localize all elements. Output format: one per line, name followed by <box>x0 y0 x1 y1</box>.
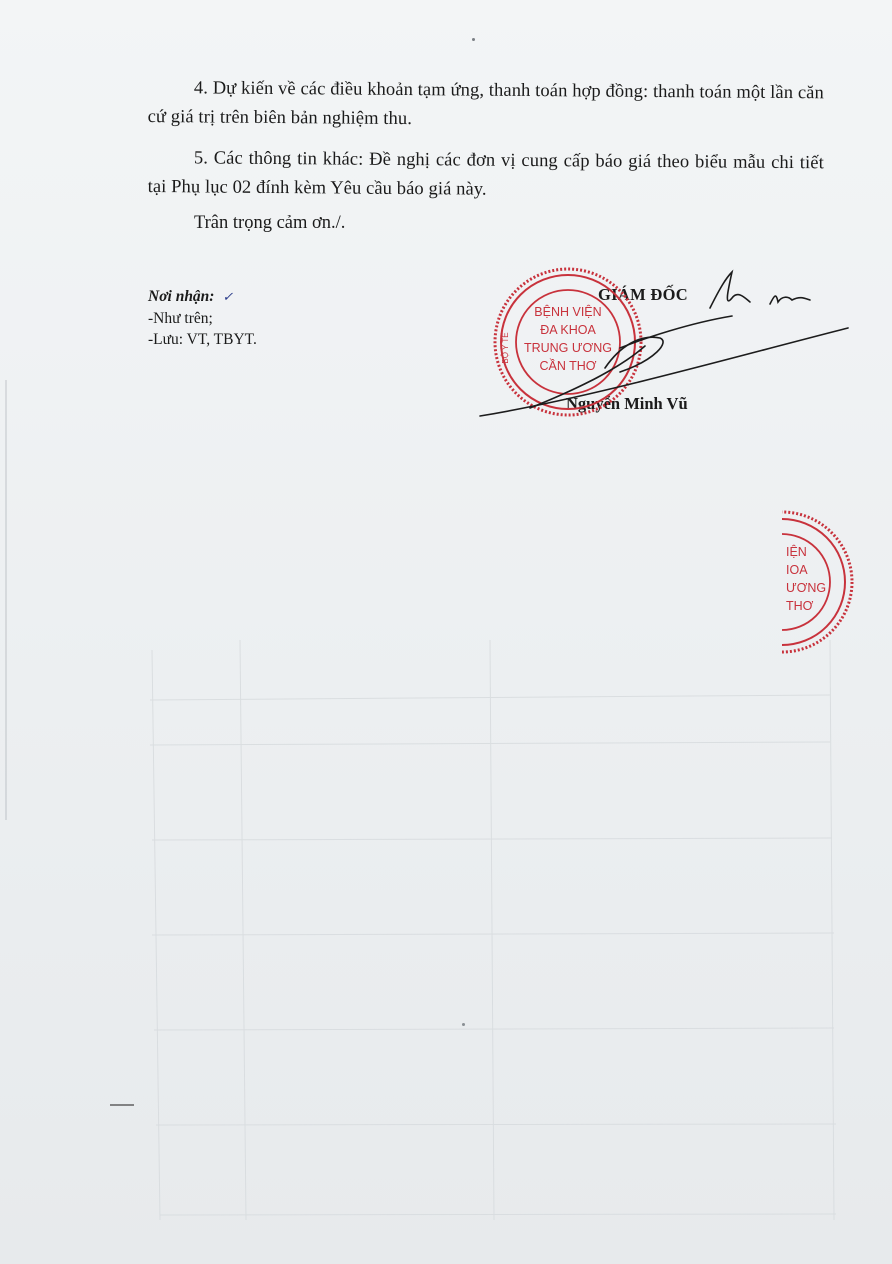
scan-mark <box>110 1104 134 1106</box>
seal-line: ƯƠNG <box>786 581 827 595</box>
seal-line: TRUNG ƯƠNG <box>523 341 613 355</box>
seal-line: IOA <box>786 563 808 577</box>
handwritten-signature <box>470 268 860 428</box>
seal-line: BỆNH VIỆN <box>534 305 602 319</box>
recipient-item: -Như trên; <box>148 310 213 327</box>
initials-scribble: ✓ <box>222 290 234 305</box>
paragraph-text: 5. Các thông tin khác: Đề nghị các đơn vị cung cấp báo giá theo biểu mẫu chi tiết tại Phụ lục 02 đính kèm Yêu cầu báo giá này. <box>147 148 824 200</box>
signer-name: Nguyễn Minh Vũ <box>566 394 688 413</box>
signer-title: GIÁM ĐỐC <box>598 285 688 304</box>
paragraph-item-5 <box>148 144 824 207</box>
seal-line: ĐA KHOA <box>540 323 596 337</box>
recipients-block <box>148 286 257 350</box>
seal-line: IỆN <box>786 545 807 559</box>
seal-line: THƠ <box>786 599 814 613</box>
closing-line: Trân trọng cảm ơn./. <box>194 213 346 233</box>
partial-seal <box>782 510 892 655</box>
recipient-item: -Lưu: VT, TBYT. <box>148 331 257 348</box>
paragraph-text: 4. Dự kiến về các điều khoản tạm ứng, thanh toán hợp đồng: thanh toán một lần căn cứ giá trị trên biên bản nghiệm thu. <box>147 78 824 129</box>
paragraph-item-4 <box>148 74 824 137</box>
recipients-label: Nơi nhận: <box>148 288 215 305</box>
seal-side-text: BỘ Y TẾ <box>501 332 510 364</box>
scan-dot <box>472 38 475 41</box>
recipients-header <box>148 286 257 308</box>
scan-dot <box>462 1023 465 1026</box>
seal-line: CẦN THƠ <box>539 359 597 373</box>
